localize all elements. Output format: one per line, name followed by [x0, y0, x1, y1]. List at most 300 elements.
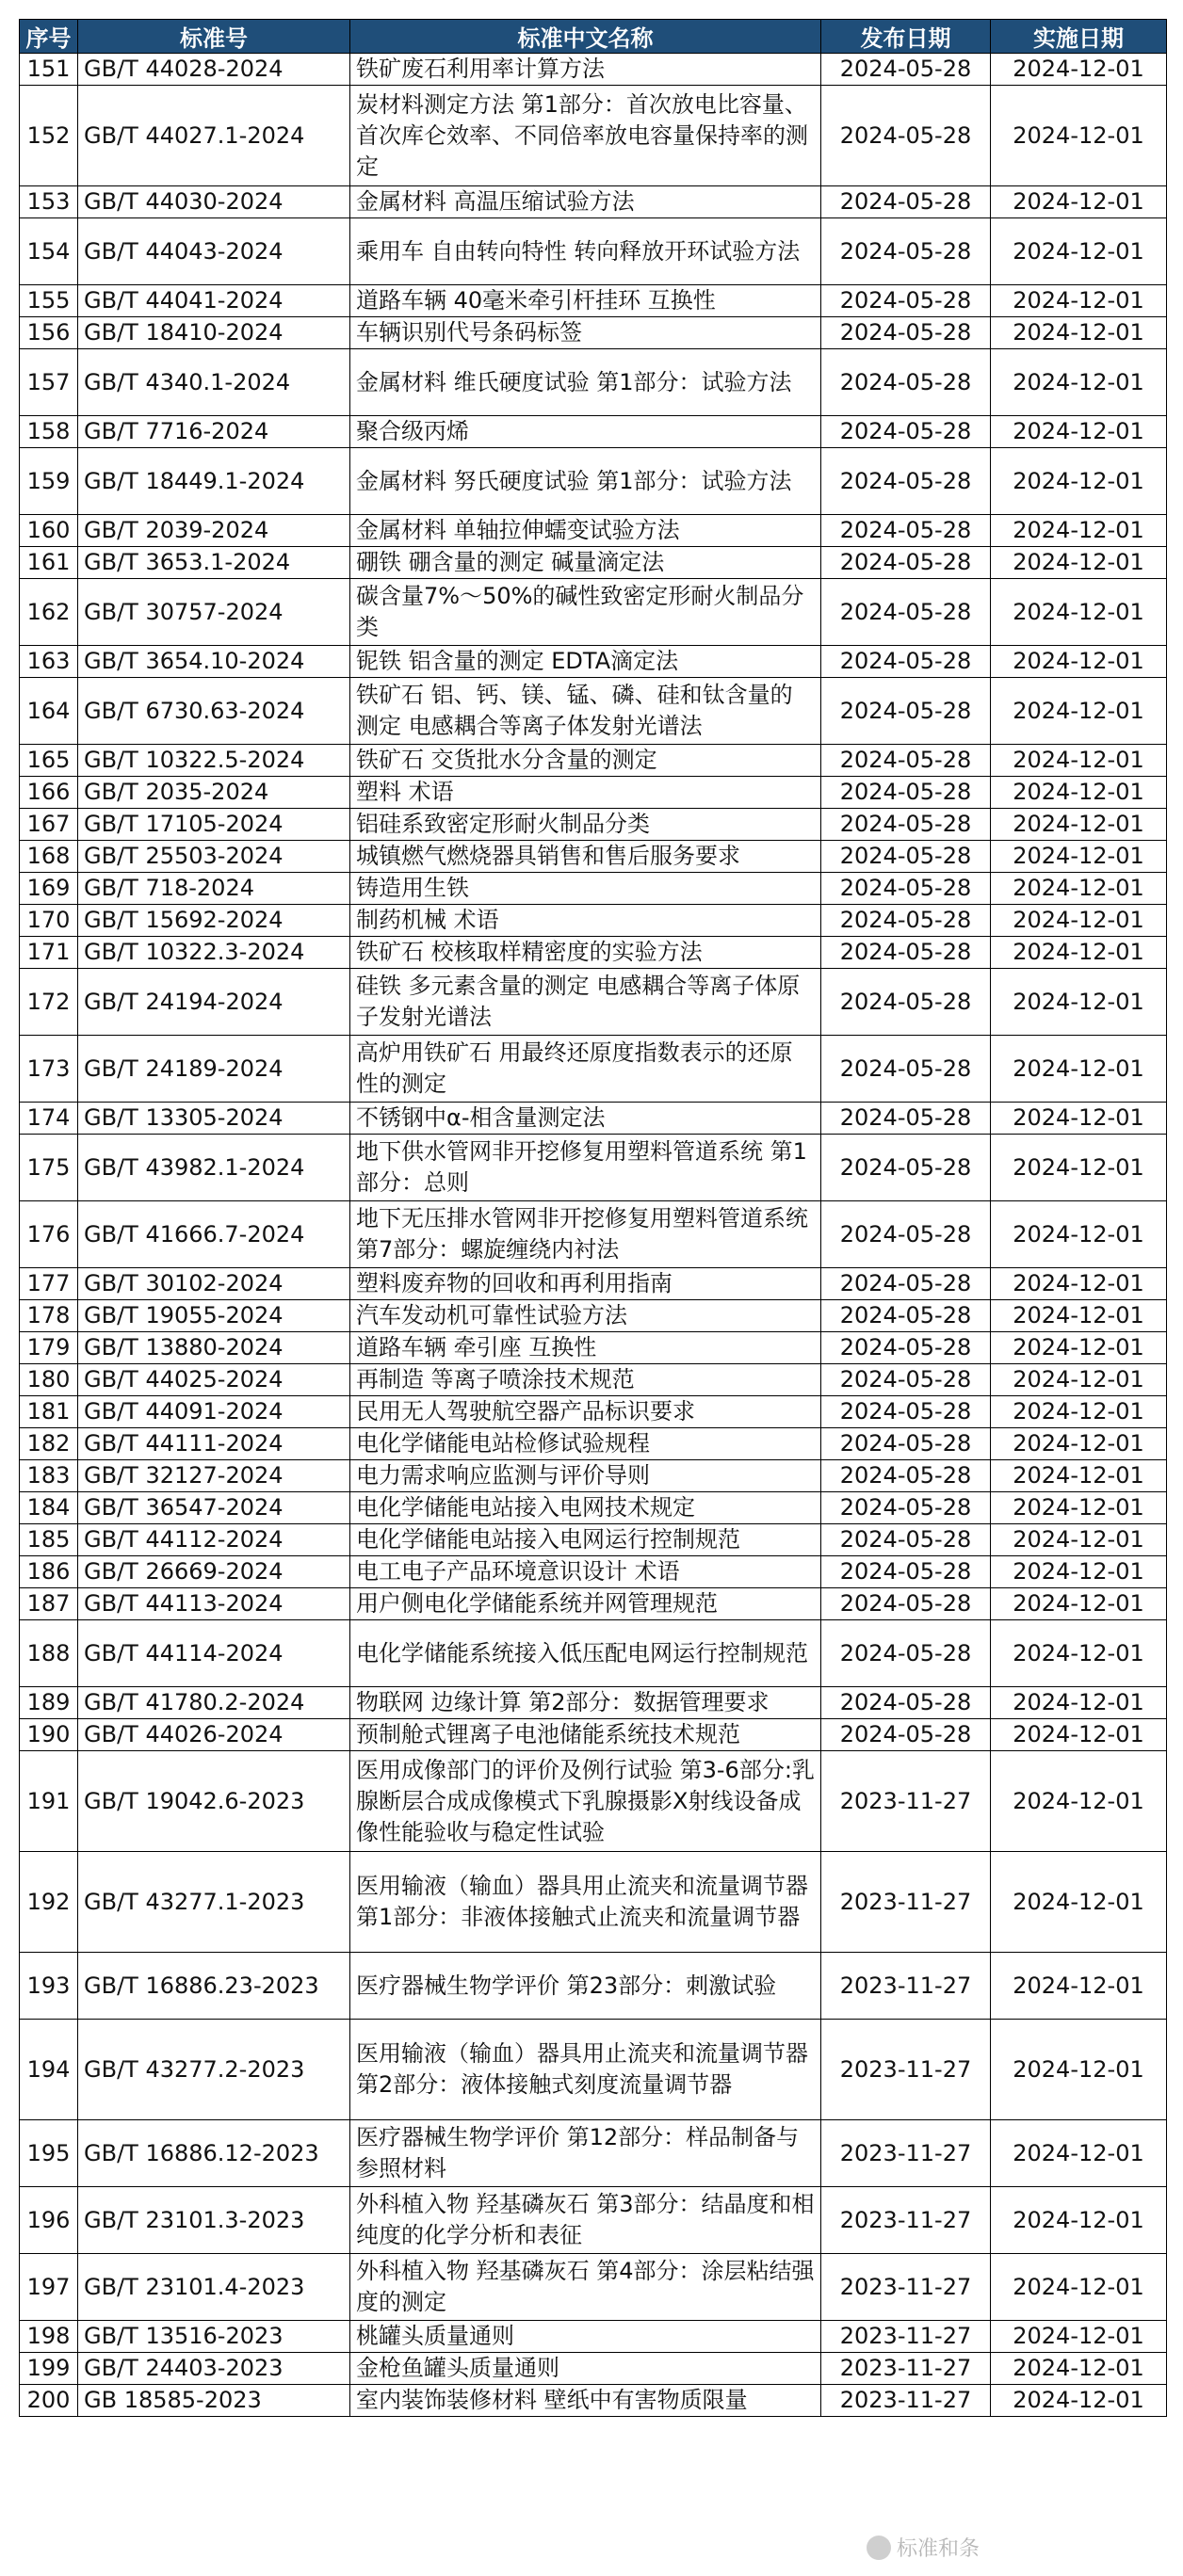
table-row — [20, 1492, 1167, 1524]
table-row — [20, 1953, 1167, 2020]
row-effective-date: 2024-12-01 — [991, 1201, 1167, 1268]
row-effective-date: 2024-12-01 — [991, 1588, 1167, 1620]
row-name: 电化学储能电站接入电网运行控制规范 — [350, 1524, 821, 1556]
row-name: 电力需求响应监测与评价导则 — [350, 1460, 821, 1492]
row-effective-date: 2024-12-01 — [991, 1620, 1167, 1687]
table-body — [20, 54, 1167, 2417]
table-row — [20, 1103, 1167, 1135]
row-name: 医疗器械生物学评价 第12部分：样品制备与参照材料 — [350, 2120, 821, 2187]
row-name: 铝硅系致密定形耐火制品分类 — [350, 809, 821, 841]
row-effective-date: 2024-12-01 — [991, 1036, 1167, 1103]
row-no: 167 — [20, 809, 78, 841]
row-std-no: GB/T 10322.5-2024 — [78, 745, 350, 777]
row-std-no: GB 18585-2023 — [78, 2385, 350, 2417]
row-effective-date: 2024-12-01 — [991, 2353, 1167, 2385]
table-row — [20, 1620, 1167, 1687]
row-std-no: GB/T 23101.3-2023 — [78, 2187, 350, 2254]
row-name: 金枪鱼罐头质量通则 — [350, 2353, 821, 2385]
row-publish-date: 2024-05-28 — [821, 1524, 991, 1556]
row-effective-date: 2024-12-01 — [991, 186, 1167, 218]
row-std-no: GB/T 25503-2024 — [78, 841, 350, 873]
header-effective-date: 实施日期 — [991, 20, 1167, 54]
row-no: 166 — [20, 777, 78, 809]
row-no: 178 — [20, 1300, 78, 1332]
row-publish-date: 2024-05-28 — [821, 349, 991, 416]
row-no: 174 — [20, 1103, 78, 1135]
row-name: 塑料 术语 — [350, 777, 821, 809]
row-std-no: GB/T 4340.1-2024 — [78, 349, 350, 416]
row-name: 电化学储能电站接入电网技术规定 — [350, 1492, 821, 1524]
row-no: 159 — [20, 448, 78, 515]
row-effective-date: 2024-12-01 — [991, 2187, 1167, 2254]
row-name: 桃罐头质量通则 — [350, 2321, 821, 2353]
row-effective-date: 2024-12-01 — [991, 2020, 1167, 2120]
row-std-no: GB/T 36547-2024 — [78, 1492, 350, 1524]
row-std-no: GB/T 26669-2024 — [78, 1556, 350, 1588]
row-name: 炭材料测定方法 第1部分：首次放电比容量、首次库仑效率、不同倍率放电容量保持率的测定 — [350, 86, 821, 186]
row-no: 195 — [20, 2120, 78, 2187]
row-std-no: GB/T 30757-2024 — [78, 579, 350, 646]
row-effective-date: 2024-12-01 — [991, 873, 1167, 905]
row-name: 铁矿废石利用率计算方法 — [350, 54, 821, 86]
row-publish-date: 2024-05-28 — [821, 1719, 991, 1751]
row-effective-date: 2024-12-01 — [991, 646, 1167, 678]
table-row — [20, 1556, 1167, 1588]
row-effective-date: 2024-12-01 — [991, 1332, 1167, 1364]
row-std-no: GB/T 13880-2024 — [78, 1332, 350, 1364]
row-name: 地下供水管网非开挖修复用塑料管道系统 第1部分：总则 — [350, 1135, 821, 1201]
row-name: 外科植入物 羟基磷灰石 第4部分：涂层粘结强度的测定 — [350, 2254, 821, 2321]
row-name: 塑料废弃物的回收和再利用指南 — [350, 1268, 821, 1300]
row-std-no: GB/T 30102-2024 — [78, 1268, 350, 1300]
row-publish-date: 2024-05-28 — [821, 1396, 991, 1428]
row-name: 制药机械 术语 — [350, 905, 821, 937]
table-row — [20, 86, 1167, 186]
row-std-no: GB/T 2035-2024 — [78, 777, 350, 809]
row-effective-date: 2024-12-01 — [991, 969, 1167, 1036]
row-publish-date: 2024-05-28 — [821, 1492, 991, 1524]
row-effective-date: 2024-12-01 — [991, 841, 1167, 873]
header-no: 序号 — [20, 20, 78, 54]
row-publish-date: 2024-05-28 — [821, 186, 991, 218]
row-no: 170 — [20, 905, 78, 937]
row-no: 189 — [20, 1687, 78, 1719]
row-publish-date: 2024-05-28 — [821, 1103, 991, 1135]
table-row — [20, 969, 1167, 1036]
row-no: 196 — [20, 2187, 78, 2254]
row-effective-date: 2024-12-01 — [991, 1524, 1167, 1556]
row-name: 聚合级丙烯 — [350, 416, 821, 448]
row-std-no: GB/T 7716-2024 — [78, 416, 350, 448]
row-name: 室内装饰装修材料 壁纸中有害物质限量 — [350, 2385, 821, 2417]
row-no: 177 — [20, 1268, 78, 1300]
row-no: 151 — [20, 54, 78, 86]
table-row — [20, 416, 1167, 448]
row-effective-date: 2024-12-01 — [991, 2385, 1167, 2417]
row-no: 157 — [20, 349, 78, 416]
row-no: 187 — [20, 1588, 78, 1620]
row-std-no: GB/T 44027.1-2024 — [78, 86, 350, 186]
table-row — [20, 547, 1167, 579]
row-no: 184 — [20, 1492, 78, 1524]
table-row — [20, 448, 1167, 515]
row-publish-date: 2024-05-28 — [821, 1036, 991, 1103]
row-publish-date: 2024-05-28 — [821, 1201, 991, 1268]
row-publish-date: 2024-05-28 — [821, 1588, 991, 1620]
row-no: 154 — [20, 218, 78, 285]
row-no: 194 — [20, 2020, 78, 2120]
row-no: 180 — [20, 1364, 78, 1396]
row-effective-date: 2024-12-01 — [991, 317, 1167, 349]
row-publish-date: 2024-05-28 — [821, 873, 991, 905]
row-std-no: GB/T 43982.1-2024 — [78, 1135, 350, 1201]
row-publish-date: 2023-11-27 — [821, 2020, 991, 2120]
row-std-no: GB/T 13516-2023 — [78, 2321, 350, 2353]
table-row — [20, 1428, 1167, 1460]
row-name: 物联网 边缘计算 第2部分：数据管理要求 — [350, 1687, 821, 1719]
row-publish-date: 2024-05-28 — [821, 1332, 991, 1364]
row-publish-date: 2024-05-28 — [821, 1300, 991, 1332]
row-publish-date: 2023-11-27 — [821, 2321, 991, 2353]
row-name: 车辆识别代号条码标签 — [350, 317, 821, 349]
row-publish-date: 2024-05-28 — [821, 937, 991, 969]
row-no: 171 — [20, 937, 78, 969]
row-std-no: GB/T 44026-2024 — [78, 1719, 350, 1751]
row-name: 硼铁 硼含量的测定 碱量滴定法 — [350, 547, 821, 579]
row-publish-date: 2024-05-28 — [821, 416, 991, 448]
table-row — [20, 937, 1167, 969]
row-effective-date: 2024-12-01 — [991, 2321, 1167, 2353]
row-publish-date: 2024-05-28 — [821, 547, 991, 579]
row-effective-date: 2024-12-01 — [991, 1268, 1167, 1300]
row-std-no: GB/T 44114-2024 — [78, 1620, 350, 1687]
table-row — [20, 1268, 1167, 1300]
row-std-no: GB/T 16886.23-2023 — [78, 1953, 350, 2020]
row-effective-date: 2024-12-01 — [991, 1492, 1167, 1524]
row-effective-date: 2024-12-01 — [991, 547, 1167, 579]
row-std-no: GB/T 18410-2024 — [78, 317, 350, 349]
row-publish-date: 2024-05-28 — [821, 515, 991, 547]
row-name: 金属材料 高温压缩试验方法 — [350, 186, 821, 218]
row-std-no: GB/T 41780.2-2024 — [78, 1687, 350, 1719]
table-row — [20, 2120, 1167, 2187]
row-std-no: GB/T 718-2024 — [78, 873, 350, 905]
row-publish-date: 2024-05-28 — [821, 1268, 991, 1300]
row-effective-date: 2024-12-01 — [991, 809, 1167, 841]
row-effective-date: 2024-12-01 — [991, 285, 1167, 317]
row-name: 电化学储能系统接入低压配电网运行控制规范 — [350, 1620, 821, 1687]
row-std-no: GB/T 24194-2024 — [78, 969, 350, 1036]
row-effective-date: 2024-12-01 — [991, 448, 1167, 515]
row-no: 182 — [20, 1428, 78, 1460]
row-effective-date: 2024-12-01 — [991, 1396, 1167, 1428]
row-no: 179 — [20, 1332, 78, 1364]
table-row — [20, 218, 1167, 285]
row-publish-date: 2024-05-28 — [821, 1428, 991, 1460]
table-row — [20, 905, 1167, 937]
row-effective-date: 2024-12-01 — [991, 1953, 1167, 2020]
row-publish-date: 2024-05-28 — [821, 1460, 991, 1492]
row-name: 硅铁 多元素含量的测定 电感耦合等离子体原子发射光谱法 — [350, 969, 821, 1036]
row-effective-date: 2024-12-01 — [991, 937, 1167, 969]
row-publish-date: 2023-11-27 — [821, 2353, 991, 2385]
row-std-no: GB/T 44091-2024 — [78, 1396, 350, 1428]
row-std-no: GB/T 19042.6-2023 — [78, 1751, 350, 1852]
row-effective-date: 2024-12-01 — [991, 1852, 1167, 1953]
row-name: 道路车辆 40毫米牵引杆挂环 互换性 — [350, 285, 821, 317]
row-effective-date: 2024-12-01 — [991, 777, 1167, 809]
row-no: 164 — [20, 678, 78, 745]
table-row — [20, 1460, 1167, 1492]
row-no: 200 — [20, 2385, 78, 2417]
row-no: 185 — [20, 1524, 78, 1556]
row-effective-date: 2024-12-01 — [991, 1687, 1167, 1719]
row-publish-date: 2024-05-28 — [821, 54, 991, 86]
row-std-no: GB/T 44041-2024 — [78, 285, 350, 317]
row-publish-date: 2023-11-27 — [821, 1953, 991, 2020]
table-row — [20, 2254, 1167, 2321]
row-std-no: GB/T 3654.10-2024 — [78, 646, 350, 678]
row-std-no: GB/T 44111-2024 — [78, 1428, 350, 1460]
row-name: 铸造用生铁 — [350, 873, 821, 905]
row-no: 158 — [20, 416, 78, 448]
row-name: 民用无人驾驶航空器产品标识要求 — [350, 1396, 821, 1428]
table-row — [20, 1036, 1167, 1103]
row-effective-date: 2024-12-01 — [991, 515, 1167, 547]
table-row — [20, 2020, 1167, 2120]
row-no: 192 — [20, 1852, 78, 1953]
table-row — [20, 1396, 1167, 1428]
row-name: 金属材料 维氏硬度试验 第1部分：试验方法 — [350, 349, 821, 416]
row-std-no: GB/T 44043-2024 — [78, 218, 350, 285]
table-row — [20, 646, 1167, 678]
table-row — [20, 1687, 1167, 1719]
row-publish-date: 2024-05-28 — [821, 317, 991, 349]
row-effective-date: 2024-12-01 — [991, 86, 1167, 186]
row-effective-date: 2024-12-01 — [991, 1751, 1167, 1852]
row-name: 医用成像部门的评价及例行试验 第3-6部分:乳腺断层合成成像模式下乳腺摄影X射线设备成像性能验收与稳定性试验 — [350, 1751, 821, 1852]
row-publish-date: 2024-05-28 — [821, 678, 991, 745]
row-name: 高炉用铁矿石 用最终还原度指数表示的还原性的测定 — [350, 1036, 821, 1103]
row-std-no: GB/T 16886.12-2023 — [78, 2120, 350, 2187]
row-effective-date: 2024-12-01 — [991, 579, 1167, 646]
row-effective-date: 2024-12-01 — [991, 2120, 1167, 2187]
table-row — [20, 1300, 1167, 1332]
row-name: 医用输液（输血）器具用止流夹和流量调节器 第2部分：液体接触式刻度流量调节器 — [350, 2020, 821, 2120]
row-no: 175 — [20, 1135, 78, 1201]
table-row — [20, 2321, 1167, 2353]
row-effective-date: 2024-12-01 — [991, 54, 1167, 86]
row-publish-date: 2024-05-28 — [821, 969, 991, 1036]
table-row — [20, 349, 1167, 416]
row-no: 183 — [20, 1460, 78, 1492]
row-std-no: GB/T 19055-2024 — [78, 1300, 350, 1332]
table-row — [20, 1201, 1167, 1268]
row-no: 199 — [20, 2353, 78, 2385]
row-name: 铁矿石 铝、钙、镁、锰、磷、硅和钛含量的测定 电感耦合等离子体发射光谱法 — [350, 678, 821, 745]
row-publish-date: 2023-11-27 — [821, 2254, 991, 2321]
row-effective-date: 2024-12-01 — [991, 1719, 1167, 1751]
watermark-text: 标准和条 — [897, 2537, 980, 2561]
row-std-no: GB/T 13305-2024 — [78, 1103, 350, 1135]
row-std-no: GB/T 6730.63-2024 — [78, 678, 350, 745]
row-std-no: GB/T 32127-2024 — [78, 1460, 350, 1492]
row-std-no: GB/T 41666.7-2024 — [78, 1201, 350, 1268]
standards-table — [19, 19, 1167, 2417]
row-no: 191 — [20, 1751, 78, 1852]
row-name: 铁矿石 交货批水分含量的测定 — [350, 745, 821, 777]
row-publish-date: 2024-05-28 — [821, 809, 991, 841]
table-row — [20, 745, 1167, 777]
row-publish-date: 2023-11-27 — [821, 2187, 991, 2254]
header-publish-date: 发布日期 — [821, 20, 991, 54]
table-row — [20, 1852, 1167, 1953]
row-no: 163 — [20, 646, 78, 678]
table-row — [20, 809, 1167, 841]
table-row — [20, 515, 1167, 547]
row-name: 城镇燃气燃烧器具销售和售后服务要求 — [350, 841, 821, 873]
row-std-no: GB/T 44025-2024 — [78, 1364, 350, 1396]
table-row — [20, 678, 1167, 745]
row-name: 金属材料 单轴拉伸蠕变试验方法 — [350, 515, 821, 547]
row-std-no: GB/T 2039-2024 — [78, 515, 350, 547]
row-no: 181 — [20, 1396, 78, 1428]
row-effective-date: 2024-12-01 — [991, 1103, 1167, 1135]
table-row — [20, 1719, 1167, 1751]
header-std-no: 标准号 — [78, 20, 350, 54]
row-name: 汽车发动机可靠性试验方法 — [350, 1300, 821, 1332]
table-row — [20, 2385, 1167, 2417]
row-no: 156 — [20, 317, 78, 349]
row-no: 176 — [20, 1201, 78, 1268]
row-effective-date: 2024-12-01 — [991, 905, 1167, 937]
row-publish-date: 2024-05-28 — [821, 841, 991, 873]
table-row — [20, 579, 1167, 646]
row-std-no: GB/T 24189-2024 — [78, 1036, 350, 1103]
row-publish-date: 2024-05-28 — [821, 1687, 991, 1719]
row-publish-date: 2023-11-27 — [821, 2120, 991, 2187]
row-no: 186 — [20, 1556, 78, 1588]
row-effective-date: 2024-12-01 — [991, 1556, 1167, 1588]
row-no: 172 — [20, 969, 78, 1036]
row-publish-date: 2024-05-28 — [821, 1556, 991, 1588]
row-no: 160 — [20, 515, 78, 547]
table-row — [20, 54, 1167, 86]
row-effective-date: 2024-12-01 — [991, 678, 1167, 745]
row-std-no: GB/T 15692-2024 — [78, 905, 350, 937]
row-no: 197 — [20, 2254, 78, 2321]
row-effective-date: 2024-12-01 — [991, 416, 1167, 448]
row-effective-date: 2024-12-01 — [991, 1300, 1167, 1332]
row-std-no: GB/T 10322.3-2024 — [78, 937, 350, 969]
row-publish-date: 2024-05-28 — [821, 579, 991, 646]
row-name: 道路车辆 牵引座 互换性 — [350, 1332, 821, 1364]
row-effective-date: 2024-12-01 — [991, 2254, 1167, 2321]
table-row — [20, 841, 1167, 873]
table-row — [20, 777, 1167, 809]
row-publish-date: 2024-05-28 — [821, 285, 991, 317]
row-name: 再制造 等离子喷涂技术规范 — [350, 1364, 821, 1396]
row-effective-date: 2024-12-01 — [991, 349, 1167, 416]
row-publish-date: 2023-11-27 — [821, 1751, 991, 1852]
table-row — [20, 1751, 1167, 1852]
row-name: 电工电子产品环境意识设计 术语 — [350, 1556, 821, 1588]
row-publish-date: 2024-05-28 — [821, 646, 991, 678]
row-name: 铌铁 铝含量的测定 EDTA滴定法 — [350, 646, 821, 678]
row-effective-date: 2024-12-01 — [991, 1460, 1167, 1492]
row-name: 外科植入物 羟基磷灰石 第3部分：结晶度和相纯度的化学分析和表征 — [350, 2187, 821, 2254]
row-name: 碳含量7%～50%的碱性致密定形耐火制品分类 — [350, 579, 821, 646]
table-row — [20, 1524, 1167, 1556]
row-std-no: GB/T 44028-2024 — [78, 54, 350, 86]
row-publish-date: 2024-05-28 — [821, 745, 991, 777]
row-publish-date: 2024-05-28 — [821, 1364, 991, 1396]
row-no: 153 — [20, 186, 78, 218]
table-header-row — [20, 20, 1167, 54]
row-publish-date: 2024-05-28 — [821, 1620, 991, 1687]
row-no: 162 — [20, 579, 78, 646]
row-no: 168 — [20, 841, 78, 873]
table-row — [20, 1332, 1167, 1364]
row-std-no: GB/T 3653.1-2024 — [78, 547, 350, 579]
table-row — [20, 186, 1167, 218]
row-no: 161 — [20, 547, 78, 579]
row-effective-date: 2024-12-01 — [991, 1135, 1167, 1201]
row-std-no: GB/T 23101.4-2023 — [78, 2254, 350, 2321]
row-std-no: GB/T 44030-2024 — [78, 186, 350, 218]
row-name: 医用输液（输血）器具用止流夹和流量调节器 第1部分：非液体接触式止流夹和流量调节器 — [350, 1852, 821, 1953]
row-no: 165 — [20, 745, 78, 777]
table-row — [20, 1364, 1167, 1396]
row-name: 医疗器械生物学评价 第23部分：刺激试验 — [350, 1953, 821, 2020]
row-publish-date: 2023-11-27 — [821, 1852, 991, 1953]
row-publish-date: 2024-05-28 — [821, 448, 991, 515]
row-effective-date: 2024-12-01 — [991, 218, 1167, 285]
table-row — [20, 2187, 1167, 2254]
row-no: 152 — [20, 86, 78, 186]
row-name: 地下无压排水管网非开挖修复用塑料管道系统 第7部分：螺旋缠绕内衬法 — [350, 1201, 821, 1268]
row-no: 169 — [20, 873, 78, 905]
row-no: 190 — [20, 1719, 78, 1751]
row-publish-date: 2024-05-28 — [821, 905, 991, 937]
row-no: 198 — [20, 2321, 78, 2353]
table-row — [20, 285, 1167, 317]
row-effective-date: 2024-12-01 — [991, 1428, 1167, 1460]
row-no: 188 — [20, 1620, 78, 1687]
row-std-no: GB/T 18449.1-2024 — [78, 448, 350, 515]
row-name: 铁矿石 校核取样精密度的实验方法 — [350, 937, 821, 969]
header-name: 标准中文名称 — [350, 20, 821, 54]
row-std-no: GB/T 43277.2-2023 — [78, 2020, 350, 2120]
row-publish-date: 2024-05-28 — [821, 86, 991, 186]
row-publish-date: 2024-05-28 — [821, 218, 991, 285]
table-row — [20, 1588, 1167, 1620]
row-name: 不锈钢中α-相含量测定法 — [350, 1103, 821, 1135]
row-effective-date: 2024-12-01 — [991, 1364, 1167, 1396]
row-no: 193 — [20, 1953, 78, 2020]
row-publish-date: 2023-11-27 — [821, 2385, 991, 2417]
row-name: 金属材料 努氏硬度试验 第1部分：试验方法 — [350, 448, 821, 515]
row-name: 乘用车 自由转向特性 转向释放开环试验方法 — [350, 218, 821, 285]
table-row — [20, 317, 1167, 349]
row-std-no: GB/T 17105-2024 — [78, 809, 350, 841]
row-std-no: GB/T 44113-2024 — [78, 1588, 350, 1620]
row-no: 173 — [20, 1036, 78, 1103]
row-effective-date: 2024-12-01 — [991, 745, 1167, 777]
row-name: 预制舱式锂离子电池储能系统技术规范 — [350, 1719, 821, 1751]
row-name: 用户侧电化学储能系统并网管理规范 — [350, 1588, 821, 1620]
row-name: 电化学储能电站检修试验规程 — [350, 1428, 821, 1460]
